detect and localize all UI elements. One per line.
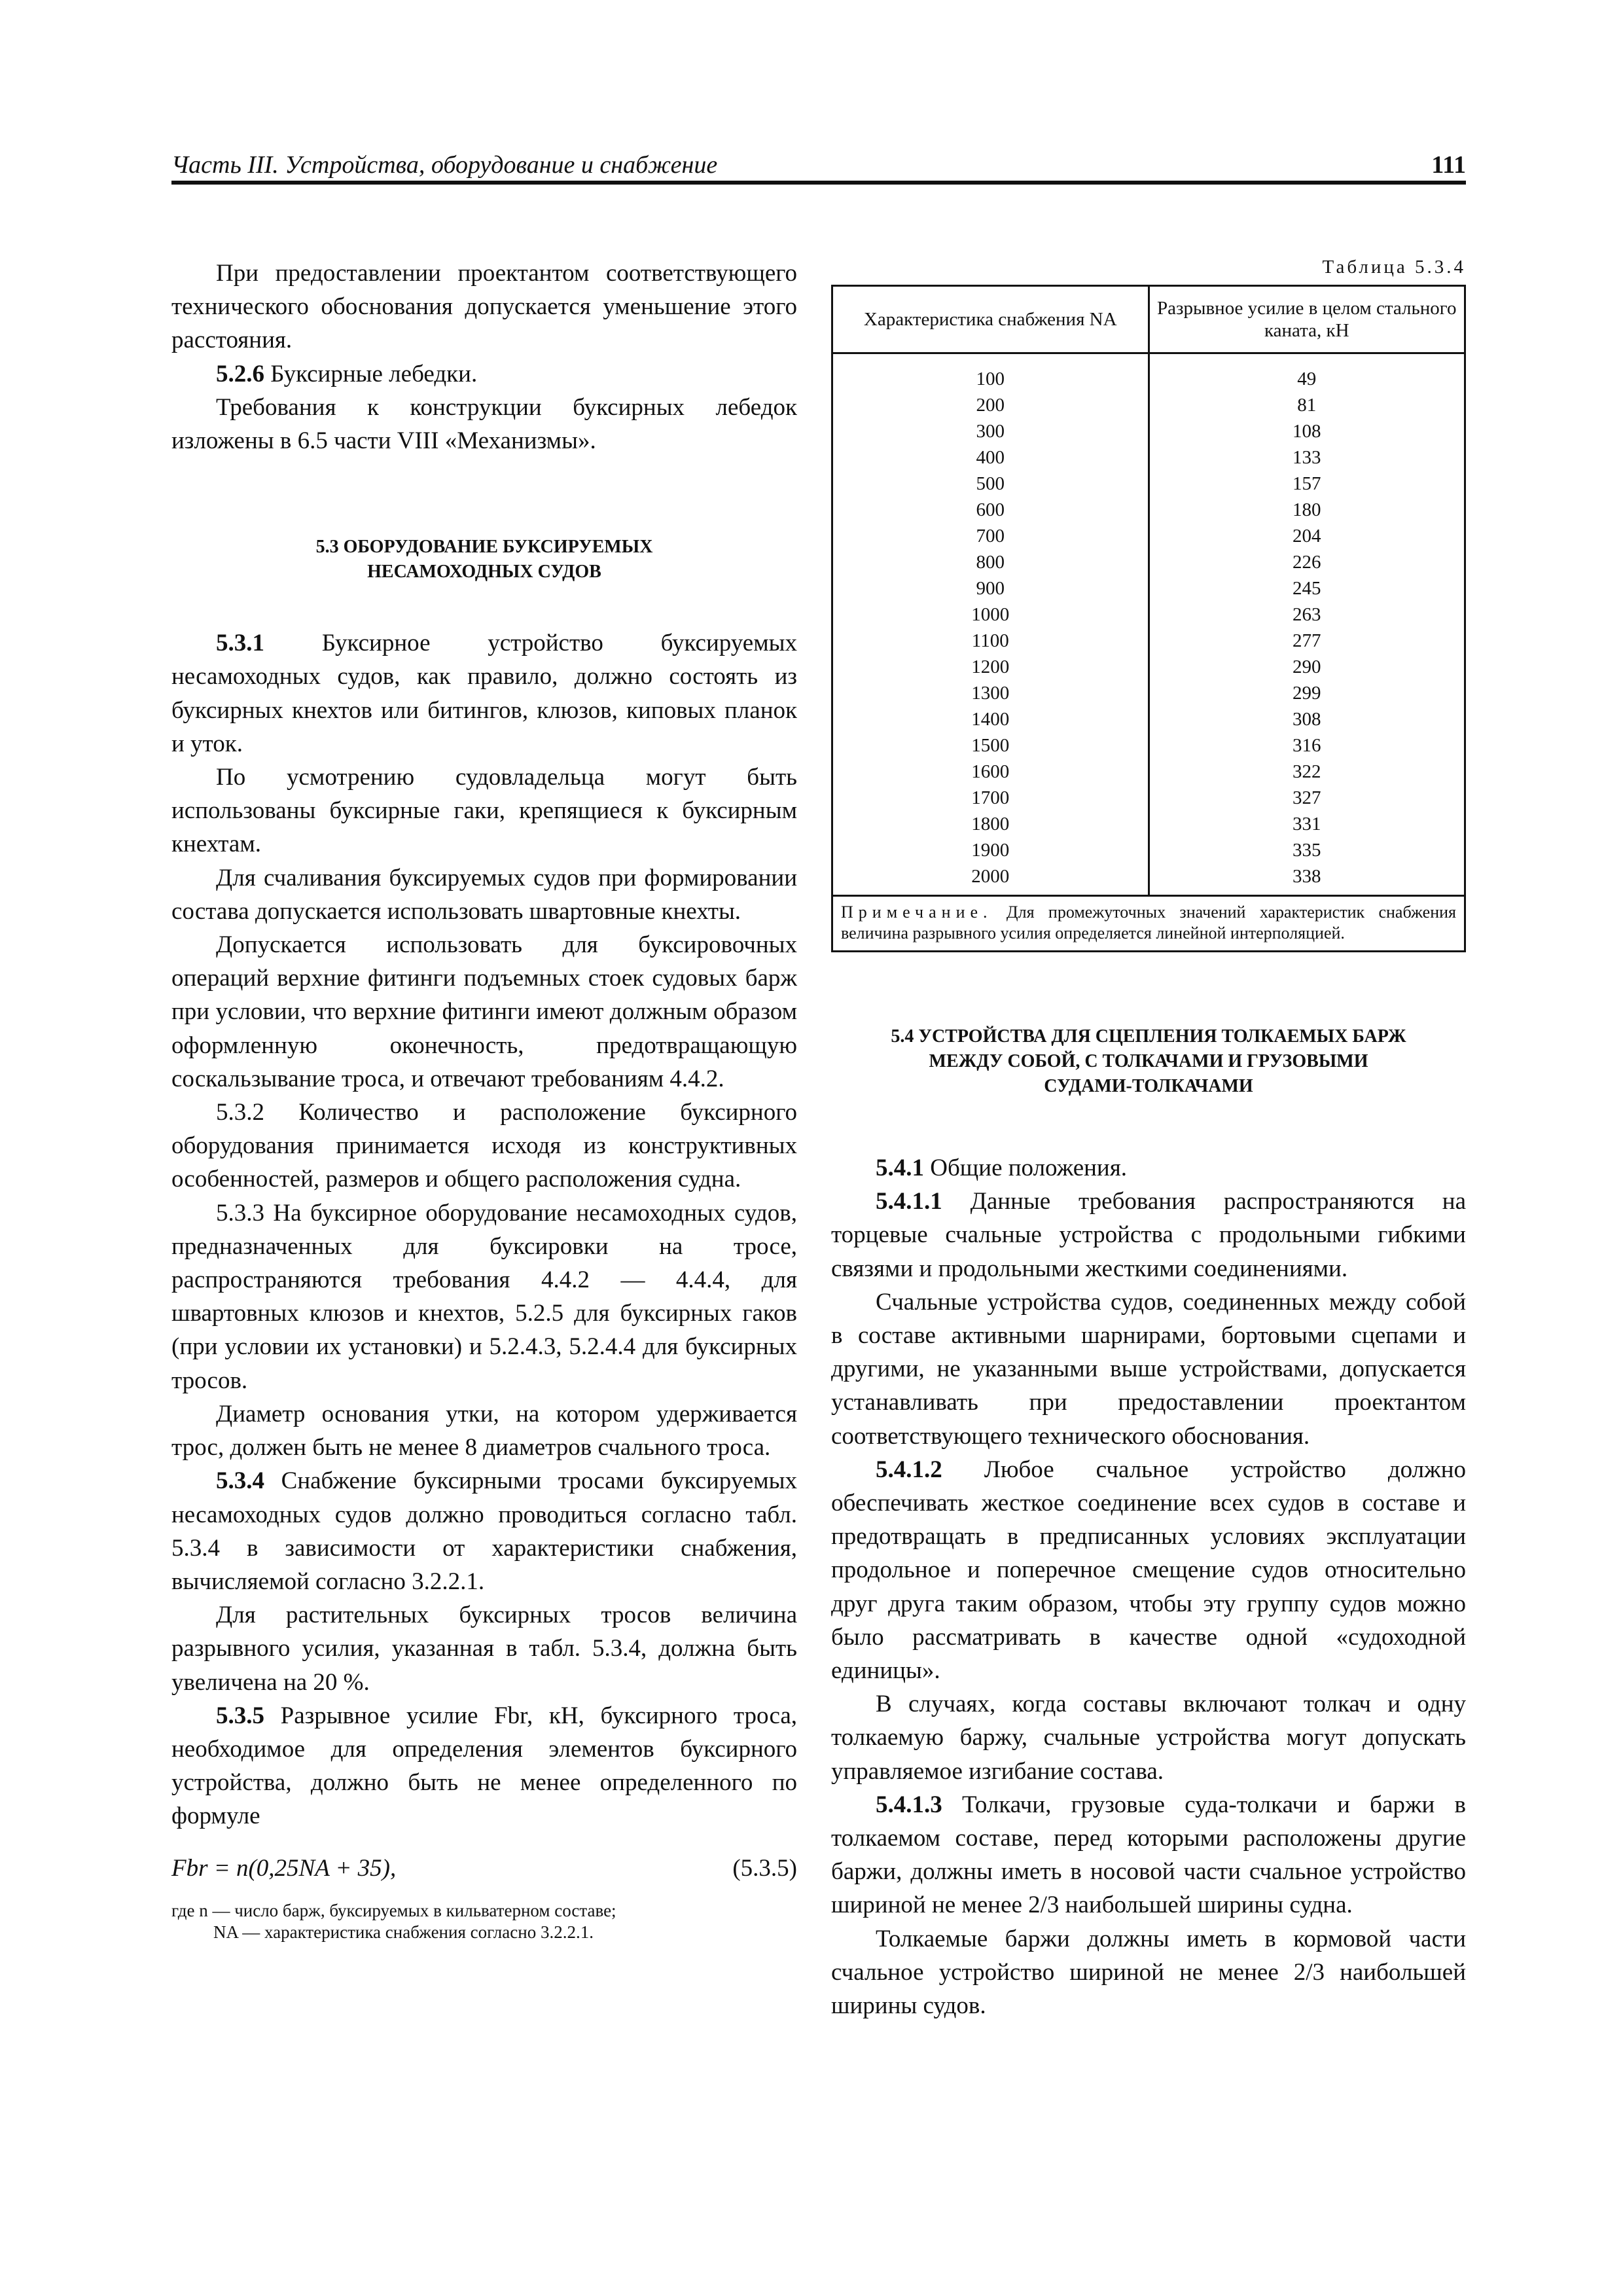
table-cell-na: 2000 [971,866,1010,887]
table-cell-force: 277 [1293,630,1321,651]
right-column [831,257,1466,2022]
clause-number: 5.3.4 [216,1467,264,1495]
section-heading-5-4 [831,1024,1466,1099]
table-cell-na: 1000 [971,604,1010,625]
paragraph [171,1464,797,1598]
clause-text: Толкачи, грузовые суда-толкачи и баржи в толкаемом составе, перед которыми расположены другие баржи, должны иметь в носовой части счальное устройство шириной не менее 2/3 наибольшей ширины судна. [831,1791,1466,1919]
clause-number: 5.4.1 [876,1155,924,1181]
clause-text: Любое счальное устройство должно обеспечивать жесткое соединение всех судов в составе и предотвращать в предписанных условиях эксплуатации продольное и поперечное смещение судов относительно друг друга таким образом, чтобы эту группу судов можно было рассматривать в качестве одной «судоходной единицы». [831,1456,1466,1685]
running-header [171,145,1466,185]
note-label: Примечание. [841,903,993,922]
formula-5-3-5 [171,1849,797,1888]
paragraph [831,1788,1466,1922]
paragraph [831,1453,1466,1687]
table-column-values [1149,353,1465,896]
table-cell-na: 200 [976,395,1005,416]
table-5-3-4 [831,285,1466,952]
table-cell-na: 1700 [971,787,1010,808]
paragraph: Для растительных буксирных тросов величина разрывного усилия, указанная в табл. 5.3.4, должна быть увеличена на 20 %. [171,1602,797,1696]
table-cell-na: 700 [976,526,1005,547]
table-cell-force: 299 [1293,683,1321,704]
table-cell-force: 245 [1293,578,1321,599]
paragraph [171,1699,797,1833]
page-number: 111 [1431,151,1466,179]
clause-text: Буксирное устройство буксируемых несамоходных судов, как правило, должно состоять из буксирных кнехтов или битингов, клюзов, киповых планок и уток. [171,630,797,757]
paragraph: Требования к конструкции буксирных лебедок изложены в 6.5 части VIII «Механизмы». [171,393,797,455]
table-cell-force: 331 [1293,814,1321,834]
table-cell-na: 1200 [971,656,1010,677]
table-caption: Таблица 5.3.4 [1322,257,1466,278]
clause-number: 5.4.1.3 [876,1791,942,1818]
table-cell-force: 308 [1293,709,1321,730]
note-text: Для промежуточных значений характеристик снабжения величина разрывного усилия определяется линейной интерполяцией. [841,903,1456,942]
column-header: Характеристика снабжения NA [832,286,1149,353]
table-cell-force: 290 [1293,656,1321,677]
table-cell-force: 204 [1293,526,1321,547]
clause-text: Общие положения. [924,1155,1127,1181]
section-heading-line: 5.3 ОБОРУДОВАНИЕ БУКСИРУЕМЫХ [315,537,653,558]
table-cell-na: 1100 [971,630,1009,651]
legend-line: где n — число барж, буксируемых в кильватерном составе; [171,1900,616,1920]
formula-expression: Fbr = n(0,25NA + 35), [171,1854,397,1882]
clause-text: Разрывное усилие Fbr, кН, буксирного троса, необходимое для определения элементов буксирного устройства, должно быть не менее определенного по формуле [171,1702,797,1830]
clause-text: Данные требования распространяются на торцевые счальные устройства с продольными гибкими связями и продольными жесткими соединениями. [831,1188,1466,1282]
section-heading-line: 5.4 УСТРОЙСТВА ДЛЯ СЦЕПЛЕНИЯ ТОЛКАЕМЫХ БАРЖ [891,1026,1406,1047]
formula-number: (5.3.5) [732,1854,797,1882]
table-cell-na: 600 [976,499,1005,520]
clause-number: 5.2.6 [216,360,264,387]
clause-text: Количество и расположение буксирного оборудования принимается исходя из конструктивных особенностей, размеров и общего расположения судна. [171,1099,797,1193]
clause-text: Буксирные лебедки. [264,360,478,387]
table-cell-force: 327 [1293,787,1321,808]
clause-number: 5.3.5 [216,1702,264,1729]
table-cell-na: 1600 [971,761,1010,782]
table-cell-force: 81 [1297,395,1317,416]
section-heading-5-3 [171,535,797,584]
table-note [832,896,1465,952]
paragraph [171,357,797,391]
header-title: Часть III. Устройства, оборудование и снабжение [171,151,718,179]
table-cell-na: 1800 [971,814,1010,834]
paragraph: Допускается использовать для буксировочных операций верхние фитинги подъемных стоек судовых барж при условии, что верхние фитинги имеют должным образом оформленную оконечность, предотвращающую соскальзывание троса, и отвечают требованиям 4.4.2. [171,931,797,1092]
paragraph: При предоставлении проектантом соответствующего технического обоснования допускается уменьшение этого расстояния. [171,260,797,354]
clause-number: 5.3.2 [216,1099,264,1126]
clause-number: 5.4.1.1 [876,1188,942,1215]
table-cell-na: 400 [976,447,1005,468]
table-cell-na: 900 [976,578,1005,599]
paragraph: Счальные устройства судов, соединенных между собой в составе активными шарнирами, бортовыми сцепами и другими, не указанными выше устройствами, допускается устанавливать при предоставлении проектантом соответствующего технического обоснования. [831,1288,1466,1450]
table-cell-force: 49 [1297,368,1317,389]
section-heading-line: МЕЖДУ СОБОЙ, С ТОЛКАЧАМИ И ГРУЗОВЫМИ [929,1051,1368,1071]
paragraph [171,626,797,761]
table-column-values [832,353,1149,896]
table-cell-force: 226 [1293,552,1321,573]
table-cell-force: 316 [1293,735,1321,756]
paragraph [831,1185,1466,1285]
paragraph: Толкаемые баржи должны иметь в кормовой части счальное устройство шириной не менее 2/3 наибольшей ширины судов. [831,1925,1466,2020]
clause-number: 5.3.3 [216,1199,264,1227]
table-cell-na: 300 [976,421,1005,442]
clause-number: 5.4.1.2 [876,1456,942,1483]
table-cell-na: 800 [976,552,1005,573]
table-cell-na: 1900 [971,840,1010,861]
legend-line: NA — характеристика снабжения согласно 3.2.2.1. [213,1922,594,1942]
table-cell-force: 157 [1293,473,1321,494]
clause-text: На буксирное оборудование несамоходных судов, предназначенных для буксировки на тросе, распространяются требования 4.4.2 — 4.4.4, для швартовных клюзов и кнехтов, 5.2.5 для буксирных гаков (при условии их установки) и 5.2.4.3, 5.2.4.4 для буксирных тросов. [171,1199,797,1394]
paragraph: Диаметр основания утки, на котором удерживается трос, должен быть не менее 8 диаметров счального троса. [171,1400,797,1462]
table-cell-na: 1500 [971,735,1010,756]
paragraph [831,1151,1466,1185]
section-heading-line: НЕСАМОХОДНЫХ СУДОВ [367,562,601,583]
clause-number: 5.3.1 [216,630,264,657]
paragraph: В случаях, когда составы включают толкач и одну толкаемую баржу, счальные устройства могут допускать управляемое изгибание состава. [831,1691,1466,1785]
paragraph [171,1196,797,1397]
paragraph: По усмотрению судовладельца могут быть использованы буксирные гаки, крепящиеся к буксирным кнехтам. [171,764,797,858]
table-cell-force: 322 [1293,761,1321,782]
paragraph [171,1096,797,1196]
paragraph: Для счаливания буксируемых судов при формировании состава допускается использовать швартовные кнехты. [171,864,797,925]
table-cell-force: 133 [1293,447,1321,468]
left-column [171,257,797,1943]
table-cell-force: 108 [1293,421,1321,442]
table-cell-force: 263 [1293,604,1321,625]
formula-legend [171,1900,797,1943]
clause-text: Снабжение буксирными тросами буксируемых несамоходных судов должно проводиться согласно табл. 5.3.4 в зависимости от характеристики снабжения, вычисляемой согласно 3.2.2.1. [171,1467,797,1595]
table-cell-na: 1300 [971,683,1010,704]
table-cell-force: 338 [1293,866,1321,887]
table-cell-force: 180 [1293,499,1321,520]
table-cell-na: 1400 [971,709,1010,730]
table-cell-force: 335 [1293,840,1321,861]
section-heading-line: СУДАМИ-ТОЛКАЧАМИ [1044,1076,1253,1096]
header-rule [171,181,1466,185]
table-cell-na: 100 [976,368,1005,389]
table-cell-na: 500 [976,473,1005,494]
column-header: Разрывное усилие в целом стального каната, кН [1149,286,1465,353]
